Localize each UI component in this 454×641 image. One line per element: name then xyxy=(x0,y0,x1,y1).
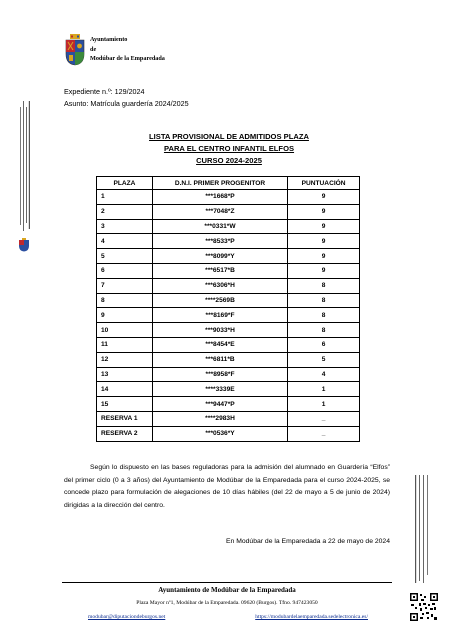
title-line3: CURSO 2024-2025 xyxy=(196,156,262,165)
left-fine-print-texture xyxy=(16,95,32,235)
table-row xyxy=(97,337,360,352)
table-row xyxy=(97,263,360,278)
cell-dni: ***6306*H xyxy=(152,278,287,293)
cell-puntuacion: 5 xyxy=(288,352,360,367)
column-header-plaza: PLAZA xyxy=(97,177,153,190)
cell-puntuacion: 8 xyxy=(288,293,360,308)
footer-divider xyxy=(62,582,392,583)
right-csv-strip xyxy=(412,475,434,585)
cell-dni: ***7048*Z xyxy=(152,204,287,219)
table-row xyxy=(97,204,360,219)
mini-coat-of-arms-icon xyxy=(18,238,30,252)
left-validation-strip xyxy=(14,95,34,270)
signature-date: En Modúbar de la Emparedada a 22 de mayo de 2024 xyxy=(226,538,390,545)
table-row xyxy=(97,219,360,234)
table-row xyxy=(97,411,360,426)
cell-puntuacion: 9 xyxy=(288,190,360,205)
cell-plaza: 3 xyxy=(97,219,153,234)
cell-dni: ***6811*B xyxy=(152,352,287,367)
cell-dni: ***1668*P xyxy=(152,190,287,205)
title-line1: LISTA PROVISIONAL DE ADMITIDOS PLAZA xyxy=(149,132,309,141)
cell-dni: ***9447*P xyxy=(152,397,287,412)
cell-dni: ****3339E xyxy=(152,382,287,397)
cell-puntuacion: 9 xyxy=(288,219,360,234)
column-header-dni: D.N.I. PRIMER PROGENITOR xyxy=(152,177,287,190)
table-header-row xyxy=(97,177,360,190)
table-row xyxy=(97,293,360,308)
cell-puntuacion: 8 xyxy=(288,308,360,323)
footer-links xyxy=(88,614,368,620)
cell-plaza: 14 xyxy=(97,382,153,397)
cell-puntuacion: 1 xyxy=(288,382,360,397)
cell-puntuacion: 8 xyxy=(288,323,360,338)
coat-of-arms-logo xyxy=(64,34,86,66)
cell-plaza: 2 xyxy=(97,204,153,219)
cell-dni: ****2569B xyxy=(152,293,287,308)
cell-dni: ***8169*F xyxy=(152,308,287,323)
cell-plaza: 15 xyxy=(97,397,153,412)
cell-puntuacion: 8 xyxy=(288,278,360,293)
cell-puntuacion: 9 xyxy=(288,234,360,249)
table-row xyxy=(97,426,360,441)
cell-dni: ****2983H xyxy=(152,411,287,426)
cell-plaza: 8 xyxy=(97,293,153,308)
cell-dni: ***8099*Y xyxy=(152,249,287,264)
cell-puntuacion: _ xyxy=(288,411,360,426)
cell-plaza: 10 xyxy=(97,323,153,338)
cell-plaza: RESERVA 1 xyxy=(97,411,153,426)
body-paragraph: Según lo dispuesto en las bases reguladoras para la admisión del alumnado en Guardería “Elfos” del primer ciclo (0 a 3 años) del Ayuntamiento de Modúbar de la Emparedada para el curso 2024-2025, se concede plazo para formulación de alegaciones de 10 días hábiles (del 22 de mayo a 5 de junio de 2024) dirigidas a la dirección del centro. xyxy=(64,464,390,509)
cell-dni: ***0331*W xyxy=(152,219,287,234)
cell-plaza: 12 xyxy=(97,352,153,367)
asunto-line: Asunto: Matrícula guardería 2024/2025 xyxy=(64,99,189,108)
cell-puntuacion: 4 xyxy=(288,367,360,382)
cell-puntuacion: 1 xyxy=(288,397,360,412)
org-name-line3: Modúbar de la Emparedada xyxy=(90,55,165,62)
cell-puntuacion: _ xyxy=(288,426,360,441)
table-row xyxy=(97,308,360,323)
cell-plaza: 9 xyxy=(97,308,153,323)
cell-puntuacion: 9 xyxy=(288,249,360,264)
cell-dni: ***6517*B xyxy=(152,263,287,278)
org-name-line2: de xyxy=(90,45,97,53)
cell-plaza: 5 xyxy=(97,249,153,264)
table-row xyxy=(97,234,360,249)
footer-org-name: Ayuntamiento de Modúbar de la Emparedada xyxy=(158,586,296,594)
footer-website-link[interactable]: https://modubardelaemparedada.sedelectronica.es/ xyxy=(255,614,368,620)
org-name-line1: Ayuntamiento xyxy=(90,36,128,43)
footer-address: Plaza Mayor nº1, Modúbar de la Emparedada. 09620 (Burgos). Tfno. 947423050 xyxy=(136,600,318,606)
cell-plaza: 4 xyxy=(97,234,153,249)
cell-plaza: 11 xyxy=(97,337,153,352)
cell-puntuacion: 9 xyxy=(288,263,360,278)
table-row xyxy=(97,190,360,205)
cell-dni: ***0536*Y xyxy=(152,426,287,441)
title-line2: PARA EL CENTRO INFANTIL ELFOS xyxy=(163,144,295,153)
column-header-puntuacion: PUNTUACIÓN xyxy=(288,177,360,190)
table-row xyxy=(97,323,360,338)
cell-plaza: RESERVA 2 xyxy=(97,426,153,441)
table-row xyxy=(97,278,360,293)
cell-puntuacion: 6 xyxy=(288,337,360,352)
cell-dni: ***8533*P xyxy=(152,234,287,249)
org-name-header xyxy=(90,35,165,64)
expediente-number: Expediente n.º: 129/2024 xyxy=(64,87,145,96)
qr-code-icon xyxy=(410,593,438,621)
admitted-list-table xyxy=(96,176,360,442)
table-row xyxy=(97,382,360,397)
table-row xyxy=(97,367,360,382)
footer-email-link[interactable]: modubar@diputaciondeburgos.net xyxy=(88,614,166,620)
cell-plaza: 7 xyxy=(97,278,153,293)
document-title xyxy=(64,131,394,167)
document-meta xyxy=(64,86,189,110)
table-row xyxy=(97,249,360,264)
cell-plaza: 6 xyxy=(97,263,153,278)
table-row xyxy=(97,352,360,367)
cell-plaza: 1 xyxy=(97,190,153,205)
cell-dni: ***8454*E xyxy=(152,337,287,352)
table-row xyxy=(97,397,360,412)
cell-puntuacion: 9 xyxy=(288,204,360,219)
cell-dni: ***9033*H xyxy=(152,323,287,338)
cell-dni: ***8958*F xyxy=(152,367,287,382)
cell-plaza: 13 xyxy=(97,367,153,382)
